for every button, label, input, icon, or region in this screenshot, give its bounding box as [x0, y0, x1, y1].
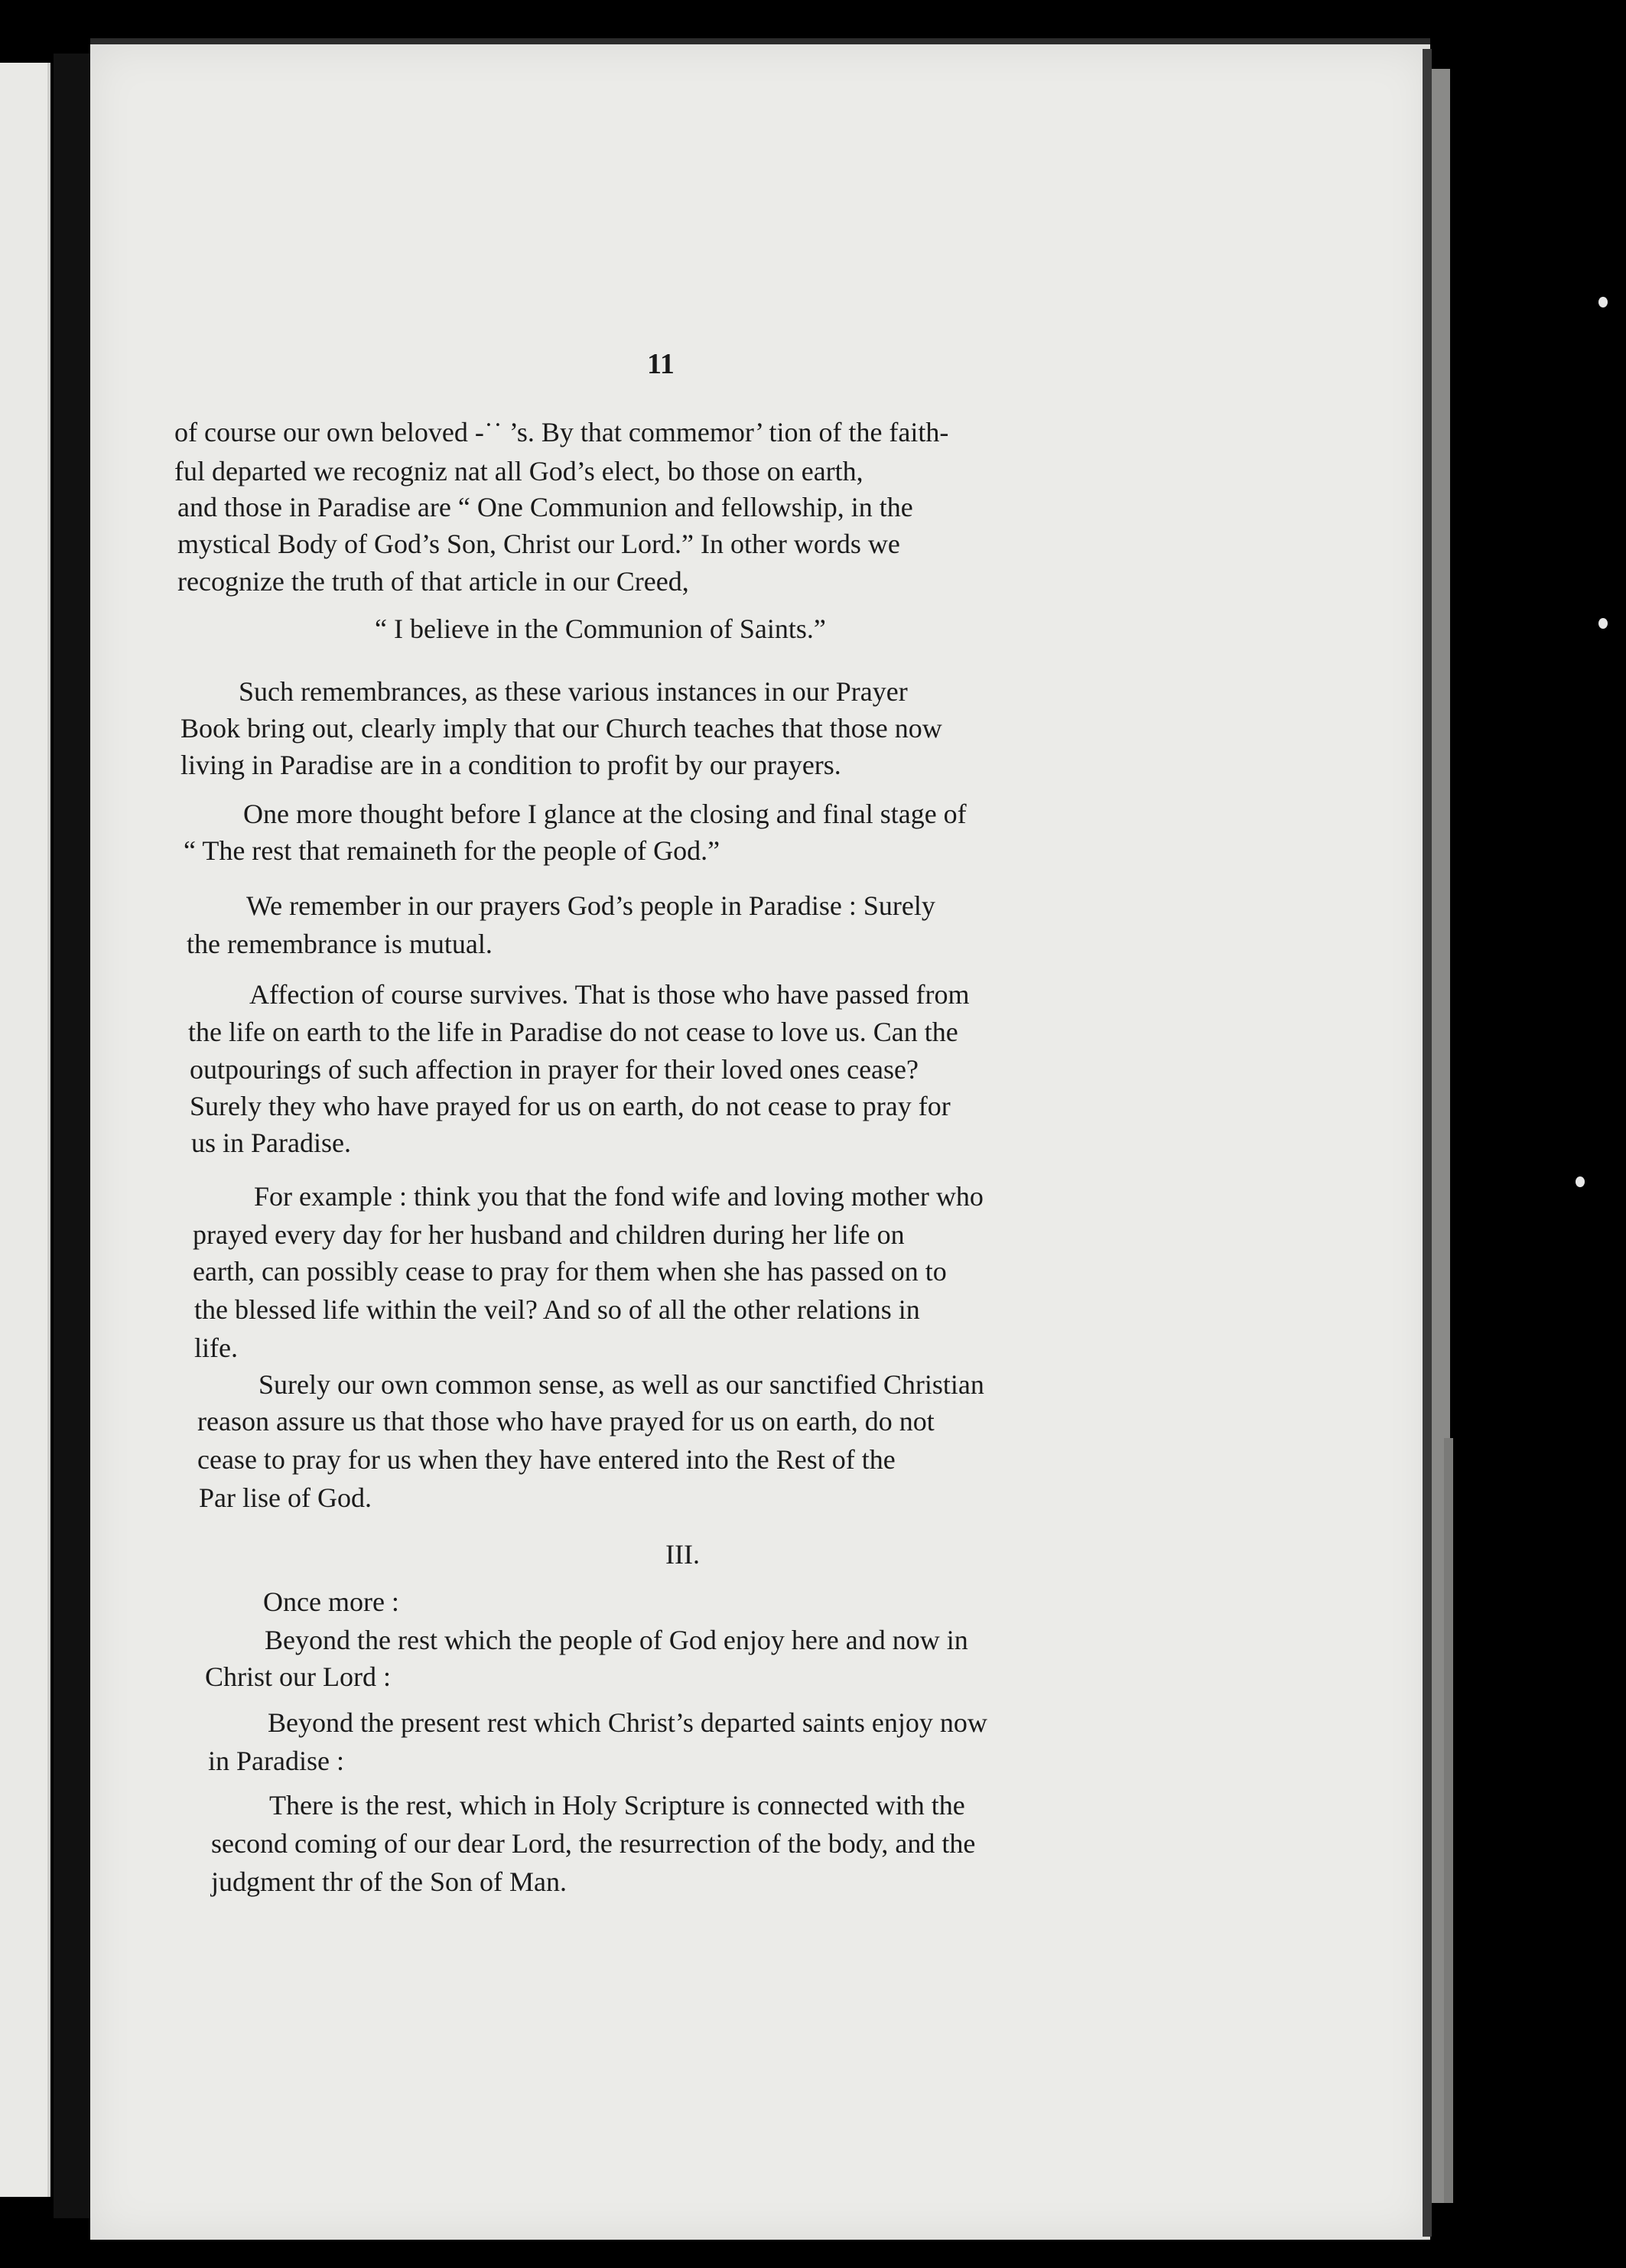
text-line: second coming of our dear Lord, the resurrection of the body, and the — [211, 1828, 976, 1859]
text-line: the blessed life within the veil? And so of all the other relations in — [194, 1294, 920, 1325]
text-line: Once more : — [263, 1586, 399, 1617]
text-line: Beyond the rest which the people of God enjoy here and now in — [265, 1625, 968, 1655]
text-line: earth, can possibly cease to pray for them when she has passed on to — [193, 1256, 947, 1287]
text-line: in Paradise : — [208, 1746, 344, 1776]
text-line: mystical Body of God’s Son, Christ our Lord.” In other words we — [177, 529, 900, 559]
text-line: the remembrance is mutual. — [187, 929, 493, 959]
scan-speck — [1598, 618, 1608, 629]
text-line: Affection of course survives. That is those who have passed from — [249, 979, 970, 1010]
binding-shadow — [54, 54, 93, 2218]
text-line: outpourings of such affection in prayer for their loved ones cease? — [190, 1054, 919, 1085]
text-line: For example : think you that the fond wife and loving mother who — [254, 1181, 984, 1212]
text-line: living in Paradise are in a condition to profit by our prayers. — [180, 750, 841, 780]
scan-speck — [1576, 1176, 1585, 1187]
text-line: cease to pray for us when they have entered into the Rest of the — [197, 1444, 896, 1475]
text-line: ful departed we recogniz nat all God’s elect, bo those on earth, — [174, 456, 863, 486]
text-line: recognize the truth of that article in our Creed, — [177, 566, 689, 597]
adjacent-page-edge — [0, 63, 50, 2197]
text-line: One more thought before I glance at the closing and final stage of — [243, 799, 967, 829]
text-line: of course our own beloved ‐˙˙ ’s. By that commemor’ tion of the faith- — [174, 417, 949, 447]
background-right — [1453, 31, 1598, 2241]
text-line: Such remembrances, as these various instances in our Prayer — [239, 676, 908, 707]
text-line: judgment thr of the Son of Man. — [211, 1866, 567, 1897]
text-line: Christ our Lord : — [205, 1661, 391, 1692]
quoted-creed-line: “ I believe in the Communion of Saints.” — [375, 613, 826, 644]
page-number: 11 — [647, 348, 675, 380]
text-line: prayed every day for her husband and children during her life on — [193, 1219, 905, 1250]
text-line: Surely they who have prayed for us on earth, do not cease to pray for — [190, 1091, 951, 1121]
text-line: reason assure us that those who have prayed for us on earth, do not — [197, 1406, 935, 1437]
text-line: Beyond the present rest which Christ’s departed saints enjoy now — [268, 1707, 987, 1738]
text-line: There is the rest, which in Holy Scripture is connected with the — [269, 1790, 965, 1821]
text-line: Surely our own common sense, as well as our sanctified Christian — [259, 1369, 984, 1400]
section-heading: III. — [665, 1539, 700, 1570]
text-line: us in Paradise. — [191, 1127, 351, 1158]
text-line: Par lise of God. — [199, 1482, 372, 1513]
text-line: “ The rest that remaineth for the people of God.” — [184, 835, 720, 866]
text-line: Book bring out, clearly imply that our Church teaches that those now — [180, 713, 942, 744]
text-line: and those in Paradise are “ One Communion and fellowship, in the — [177, 492, 913, 522]
text-line: We remember in our prayers God’s people in Paradise : Surely — [246, 890, 935, 921]
scan-speck — [1598, 297, 1608, 307]
text-line: the life on earth to the life in Paradise do not cease to love us. Can the — [188, 1017, 958, 1047]
text-line: life. — [194, 1332, 238, 1363]
page-right-edge — [1423, 49, 1432, 2237]
